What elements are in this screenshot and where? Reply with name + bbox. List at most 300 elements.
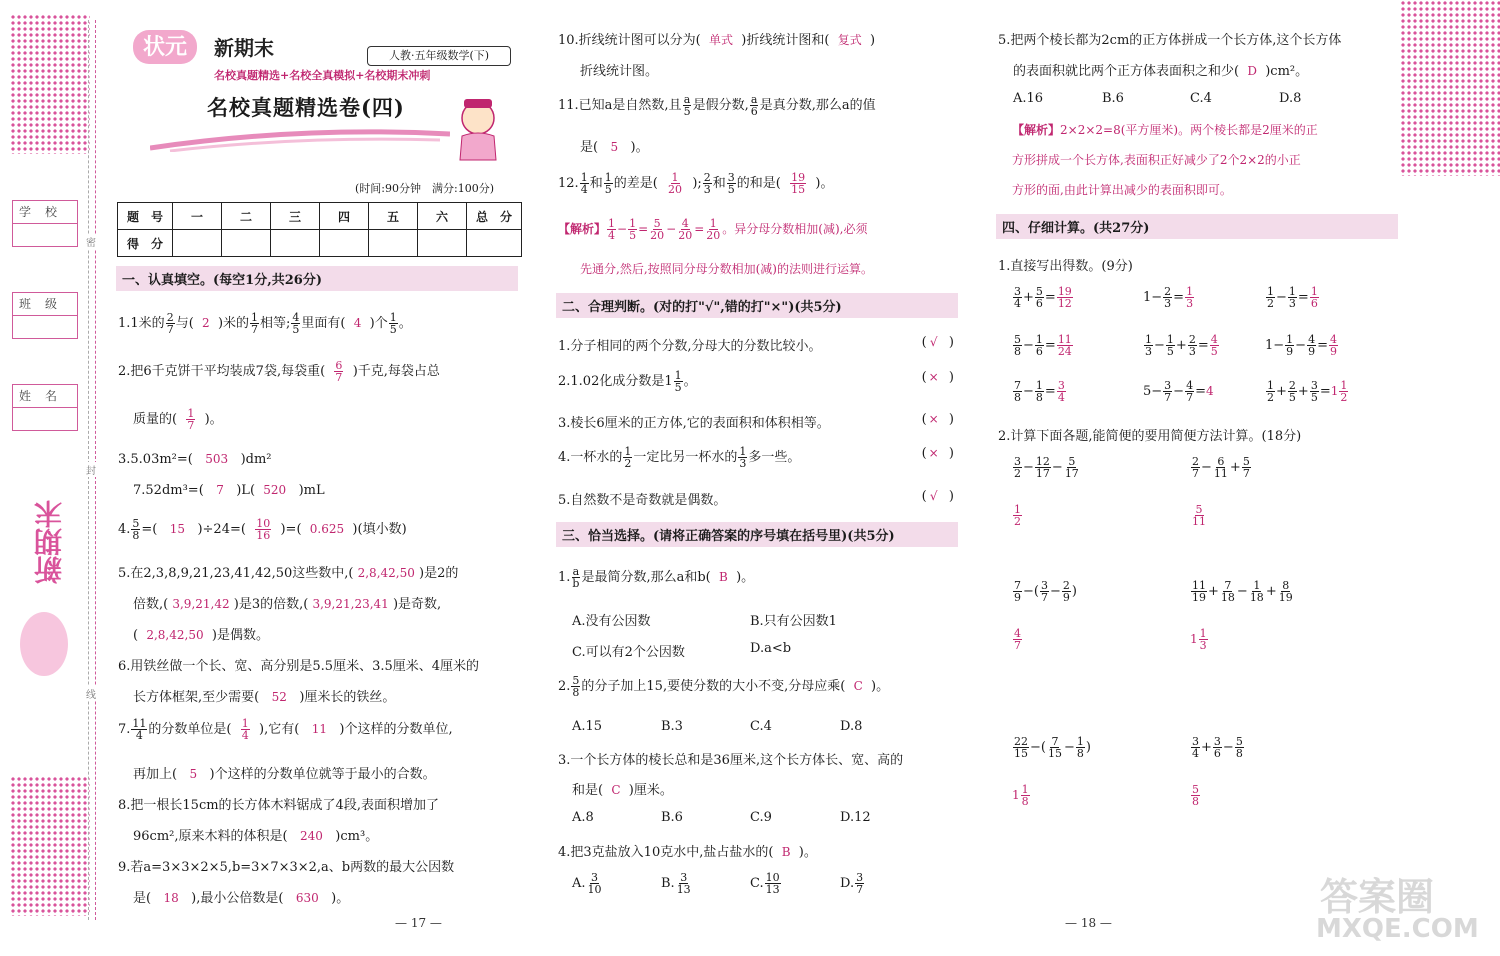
q-text: 6.用铁丝做一个长、宽、高分别是5.5厘米、3.5厘米、4厘米的 bbox=[118, 659, 480, 674]
answer: 3,9,21,42 bbox=[172, 597, 230, 611]
q-text: 质量的( bbox=[133, 412, 178, 427]
q-text: 2.1.02化成分数是1 bbox=[558, 374, 673, 389]
q-text: 5.在2,3,8,9,21,23,41,42,50这些数中,( bbox=[118, 566, 354, 581]
fraction bbox=[750, 94, 759, 117]
denominator: 7 bbox=[251, 323, 259, 336]
fraction bbox=[703, 172, 712, 195]
answer: 2 bbox=[202, 316, 210, 330]
fraction bbox=[604, 172, 613, 195]
answer: 0.625 bbox=[309, 522, 345, 536]
section-4-heading: 四、仔细计算。(共27分) bbox=[996, 214, 1398, 239]
score-table bbox=[117, 202, 522, 257]
question-2-cont bbox=[133, 408, 223, 431]
question-4 bbox=[118, 518, 407, 541]
calc-expression: $\frac{1}{2}$ + $\frac{2}{5}$ + $\frac{3}{5}$ =1 $\frac{1}{2}$ bbox=[1267, 379, 1348, 404]
judge-3: 3.棱长6厘米的正方体,它的表面积和体积相等。 ( × ) bbox=[558, 412, 954, 431]
q-text: )cm²。 bbox=[1265, 64, 1309, 79]
fraction bbox=[676, 872, 692, 895]
watermark: 答案圈 bbox=[1320, 875, 1435, 919]
q-text: )。 bbox=[204, 412, 223, 427]
fraction bbox=[607, 218, 616, 241]
note-text: 2×2×2=8(平方厘米)。两个棱长都是2厘米的正 bbox=[1060, 123, 1318, 137]
calc-expression: $\frac{1}{3}$ − $\frac{1}{5}$ + $\frac{2}{3}$ = $\frac{4}{5}$ bbox=[1145, 333, 1218, 358]
score-header-cell: 一 bbox=[173, 203, 222, 230]
calc-expression: $\frac{7}{9}$ −( $\frac{3}{7}$ − $\frac{2}{9}$ ) bbox=[1014, 579, 1077, 604]
denominator: 7 bbox=[335, 371, 343, 384]
school-box bbox=[12, 200, 78, 247]
q-text: )厘米长的铁丝。 bbox=[299, 690, 396, 705]
fraction bbox=[727, 172, 736, 195]
q-text: 10.折线统计图可以分为( bbox=[558, 33, 701, 48]
answer: 复式 bbox=[837, 33, 862, 47]
denominator: 5 bbox=[389, 323, 397, 336]
numerator: 10 bbox=[256, 517, 271, 530]
question-7-cont bbox=[133, 763, 436, 782]
q-text: 是( bbox=[580, 140, 599, 155]
question-10 bbox=[558, 29, 875, 48]
q-text: 相等; bbox=[260, 316, 291, 331]
answer: B bbox=[781, 845, 791, 859]
judge-5: 5.自然数不是奇数就是偶数。 ( √ ) bbox=[558, 489, 954, 508]
score-header-cell: 三 bbox=[271, 203, 320, 230]
q-text: )。 bbox=[871, 679, 890, 694]
q-text: 的分子加上15,要使分数的大小不变,分母应乘( bbox=[581, 679, 846, 694]
numerator: 1 bbox=[241, 717, 249, 730]
q-text: 9.若a=3×3×2×5,b=3×7×3×2,a、b两数的最大公因数 bbox=[118, 860, 455, 875]
q-text: 4. bbox=[118, 522, 131, 537]
logo: 状元 bbox=[133, 30, 197, 64]
choice-option: D.8 bbox=[1279, 91, 1302, 106]
calc-result: 1 $\frac{1}{8}$ bbox=[1012, 783, 1029, 808]
answer: 11 bbox=[311, 722, 327, 736]
denominator: 8 bbox=[572, 686, 580, 699]
calc-expression: $\frac{22}{15}$ −( $\frac{7}{15}$ − $\frac{1}{8}$ ) bbox=[1014, 735, 1091, 760]
denominator: 20 bbox=[678, 229, 693, 242]
q-text: 4.一杯水的 bbox=[558, 450, 623, 465]
calc-result: $\frac{5}{11}$ bbox=[1192, 503, 1206, 528]
q-text: 一定比另一杯水的 bbox=[633, 450, 738, 465]
fraction bbox=[389, 312, 398, 335]
question-8-cont bbox=[133, 825, 378, 844]
answer: 503 bbox=[205, 452, 229, 466]
calc-expression: $\frac{5}{8}$ − $\frac{1}{6}$ = $\frac{11}{24}$ bbox=[1014, 333, 1072, 358]
score-cell[interactable] bbox=[320, 230, 369, 257]
q-text: )。 bbox=[815, 176, 834, 191]
score-cell[interactable] bbox=[173, 230, 222, 257]
numerator: 11 bbox=[132, 717, 147, 730]
q-text: )是奇数, bbox=[392, 597, 442, 612]
c5-explanation-cont: 方形拼成一个长方体,表面积正好减少了2个2×2的小正 bbox=[1012, 153, 1301, 167]
q-text: )dm² bbox=[240, 452, 272, 467]
numerator: 1 bbox=[608, 217, 616, 230]
section-2-heading: 二、合理判断。(对的打"√",错的打"×")(共5分) bbox=[556, 293, 958, 318]
numerator: 2 bbox=[703, 171, 711, 184]
q-text: 的和是( bbox=[736, 176, 781, 191]
score-cell[interactable] bbox=[271, 230, 320, 257]
q-text: 和是( bbox=[572, 783, 604, 798]
class-field[interactable] bbox=[13, 316, 77, 338]
score-cell[interactable] bbox=[467, 230, 522, 257]
answer: B bbox=[719, 570, 728, 584]
q-text: 的分数单位是( bbox=[148, 722, 232, 737]
numerator: 1 bbox=[580, 171, 588, 184]
answer: 630 bbox=[295, 891, 319, 905]
q-text: 再加上( bbox=[133, 767, 178, 782]
calc-1-label: 1.直接写出得数。(9分) bbox=[998, 259, 1133, 274]
denominator: 7 bbox=[856, 883, 864, 896]
option-letter: A. bbox=[572, 876, 586, 891]
q-text: 折线统计图。 bbox=[580, 64, 659, 79]
answer: × bbox=[928, 446, 939, 460]
school-label: 学校 bbox=[13, 201, 77, 224]
score-row-label: 得 分 bbox=[118, 230, 173, 257]
q-text: 1. bbox=[118, 316, 131, 331]
denominator: 13 bbox=[765, 883, 780, 896]
score-cell[interactable] bbox=[369, 230, 418, 257]
numerator: 5 bbox=[653, 217, 661, 230]
numerator: 19 bbox=[791, 171, 806, 184]
note-text: 。异分母分数相加(减),必须 bbox=[722, 222, 868, 236]
choice-option: D.a<b bbox=[750, 641, 792, 656]
fraction bbox=[705, 218, 721, 241]
grade-badge: 人教·五年级数学(下) bbox=[367, 46, 511, 66]
numerator: a bbox=[572, 565, 580, 578]
name-field[interactable] bbox=[13, 408, 77, 430]
answer: √ bbox=[929, 489, 938, 503]
calc-result: 1 $\frac{1}{3}$ bbox=[1190, 627, 1207, 652]
choice-4 bbox=[558, 841, 817, 860]
denominator: 8 bbox=[132, 529, 140, 542]
answer: 240 bbox=[299, 829, 323, 843]
numerator: 1 bbox=[629, 217, 637, 230]
fraction bbox=[571, 675, 580, 698]
answer: 3,9,21,23,41 bbox=[312, 597, 389, 611]
series-name: 新期末 bbox=[214, 36, 274, 60]
q-text: ),最小公倍数是( bbox=[191, 891, 284, 906]
answer: 52 bbox=[271, 690, 287, 704]
choice-option: C.4 bbox=[1190, 91, 1212, 106]
q12-explanation: 【解析】 $\frac{1}{4}$ − $\frac{1}{5}$ = $\frac{5}{20}$ − $\frac{4}{20}$ = $\frac{1}{20}$ 。异分母分数相加(减),必须 bbox=[558, 217, 868, 242]
vertical-brand: 新期末 bbox=[33, 500, 66, 584]
question-11-cont bbox=[580, 136, 649, 155]
denominator: 4 bbox=[580, 183, 588, 196]
q-text: =( bbox=[141, 522, 158, 537]
numerator: 1 bbox=[624, 445, 632, 458]
score-header-cell: 总 分 bbox=[467, 203, 522, 230]
choice-1 bbox=[558, 566, 754, 589]
fraction bbox=[738, 446, 747, 469]
q-text: 11.已知a是自然数,且 bbox=[558, 98, 682, 113]
q-text: 多一些。 bbox=[748, 450, 801, 465]
school-field[interactable] bbox=[13, 224, 77, 246]
q-text: 和 bbox=[712, 176, 726, 191]
question-10-cont bbox=[580, 60, 658, 79]
question-9 bbox=[118, 856, 454, 875]
score-row bbox=[118, 230, 522, 257]
note-label: 【解析】 bbox=[1012, 123, 1061, 137]
choice-option: A.8 bbox=[572, 810, 594, 825]
score-header-cell: 五 bbox=[369, 203, 418, 230]
choice-option: C.可以有2个公因数 bbox=[572, 645, 685, 660]
answer: 2,8,42,50 bbox=[146, 628, 204, 642]
denominator: 2 bbox=[624, 457, 632, 470]
calc-expression: $\frac{3}{2}$ − $\frac{12}{17}$ − $\frac{5}{17}$ bbox=[1014, 455, 1079, 480]
answer: √ bbox=[929, 335, 938, 349]
choice-5-cont bbox=[1013, 60, 1308, 79]
q-text: 7.52dm³=( bbox=[133, 483, 204, 498]
question-5-cont bbox=[133, 624, 269, 643]
choice-2 bbox=[558, 675, 889, 698]
option-letter: D. bbox=[840, 876, 855, 891]
choice-option: B.6 bbox=[1102, 91, 1124, 106]
q-text: )厘米。 bbox=[628, 783, 673, 798]
numerator: 5 bbox=[572, 674, 580, 687]
q-text: )cm³。 bbox=[335, 829, 379, 844]
q-text: )mL bbox=[298, 483, 325, 498]
q-text: 1. bbox=[558, 570, 571, 585]
q-text: 2.把6千克饼干平均装成7袋,每袋重( bbox=[118, 364, 326, 379]
score-header-cell: 四 bbox=[320, 203, 369, 230]
q-text: 长方体框架,至少需要( bbox=[133, 690, 260, 705]
q-text: ) bbox=[870, 33, 876, 48]
q-text: 和 bbox=[589, 176, 603, 191]
answer: × bbox=[928, 370, 939, 384]
q-text: )米的 bbox=[217, 316, 250, 331]
choice-option: B.只有公因数1 bbox=[750, 614, 837, 629]
answer: 2,8,42,50 bbox=[357, 566, 415, 580]
answer: D bbox=[1247, 64, 1257, 78]
score-header-cell: 题 号 bbox=[118, 203, 173, 230]
q-text: )。 bbox=[331, 891, 350, 906]
question-5 bbox=[118, 562, 458, 581]
denominator: 20 bbox=[668, 183, 683, 196]
seal-mark: 线 bbox=[86, 686, 96, 701]
denominator: 15 bbox=[791, 183, 806, 196]
denominator: 7 bbox=[187, 419, 195, 432]
q-text: 1米的 bbox=[130, 316, 165, 331]
fraction bbox=[628, 218, 637, 241]
numerator: 2 bbox=[166, 311, 174, 324]
answer-fraction bbox=[667, 172, 683, 195]
choice-3: 3.一个长方体的棱长总和是36厘米,这个长方体长、宽、高的 bbox=[558, 753, 904, 768]
q-text: )是偶数。 bbox=[211, 628, 269, 643]
numerator: 3 bbox=[680, 871, 688, 884]
choice-option bbox=[750, 872, 782, 895]
watermark: MXQE.COM bbox=[1316, 914, 1479, 944]
page-number-left: — 17 — bbox=[395, 916, 442, 930]
q-text: ),它有( bbox=[259, 722, 300, 737]
class-box bbox=[12, 292, 78, 339]
q-text: )是3的倍数,( bbox=[233, 597, 309, 612]
denominator: 4 bbox=[135, 729, 143, 742]
answer: 4 bbox=[353, 316, 362, 330]
q-text: ( bbox=[133, 628, 139, 643]
answer-fraction bbox=[186, 408, 195, 431]
q-text: 的差是( bbox=[613, 176, 658, 191]
numerator: 1 bbox=[709, 217, 717, 230]
dot-pattern bbox=[10, 14, 90, 154]
question-1 bbox=[118, 312, 412, 335]
numerator: a bbox=[750, 93, 758, 106]
fraction bbox=[677, 218, 693, 241]
q-text: )千克,每袋占总 bbox=[352, 364, 440, 379]
choice-5: 5.把两个棱长都为2cm的正方体拼成一个长方体,这个长方体 bbox=[998, 33, 1342, 48]
q-text: )(填小数) bbox=[352, 522, 407, 537]
q-text: )个这样的分数单位就等于最小的合数。 bbox=[209, 767, 436, 782]
answer: C bbox=[853, 679, 863, 693]
denominator: 16 bbox=[256, 529, 271, 542]
q-text: 1.分子相同的两个分数,分母大的分数比较小。 bbox=[558, 339, 822, 354]
calc-result: $\frac{1}{2}$ bbox=[1014, 503, 1021, 528]
calc-expression: 1− $\frac{2}{3}$ = $\frac{1}{3}$ bbox=[1143, 285, 1194, 310]
calc-expression: 1− $\frac{1}{9}$ − $\frac{4}{9}$ = $\frac{4}{9}$ bbox=[1265, 333, 1337, 358]
q-text: 3.棱长6厘米的正方体,它的表面积和体积相等。 bbox=[558, 416, 830, 431]
fraction bbox=[765, 872, 781, 895]
numerator: 10 bbox=[765, 871, 780, 884]
choice-option: A.15 bbox=[572, 719, 603, 734]
dot-pattern bbox=[1400, 0, 1500, 176]
answer-fraction bbox=[241, 718, 250, 741]
denominator: b bbox=[572, 577, 580, 590]
numerator: 1 bbox=[604, 171, 612, 184]
class-label: 班级 bbox=[13, 293, 77, 316]
choice-option: B.6 bbox=[661, 810, 683, 825]
denominator: 4 bbox=[241, 729, 249, 742]
denominator: 3 bbox=[739, 457, 747, 470]
choice-3-cont bbox=[572, 779, 673, 798]
q-text: 2. bbox=[558, 679, 571, 694]
calc-expression: $\frac{3}{4}$ + $\frac{5}{6}$ = $\frac{19}{12}$ bbox=[1014, 285, 1072, 310]
name-box bbox=[12, 384, 78, 431]
q-text: )个这样的分数单位, bbox=[339, 722, 453, 737]
q-text: 。 bbox=[398, 316, 412, 331]
denominator: 7 bbox=[166, 323, 174, 336]
score-cell[interactable] bbox=[222, 230, 271, 257]
q-text: )折线统计图和( bbox=[741, 33, 830, 48]
fraction bbox=[580, 172, 589, 195]
q-text: 96cm²,原来木料的体积是( bbox=[133, 829, 288, 844]
answer: 5 bbox=[189, 767, 198, 781]
denominator: 5 bbox=[727, 183, 735, 196]
page-number-right: — 18 — bbox=[1065, 916, 1112, 930]
calc-2-label: 2.计算下面各题,能简便的要用简便方法计算。(18分) bbox=[998, 429, 1302, 444]
q-text: )。 bbox=[736, 570, 755, 585]
score-cell[interactable] bbox=[418, 230, 467, 257]
denominator: 20 bbox=[706, 229, 721, 242]
denominator: 3 bbox=[703, 183, 711, 196]
judge-1: 1.分子相同的两个分数,分母大的分数比较小。 ( √ ) bbox=[558, 335, 954, 354]
denominator: 20 bbox=[650, 229, 665, 242]
q-text: 8.把一根长15cm的长方体木料锯成了4段,表面积增加了 bbox=[118, 798, 439, 813]
q-text: 是真分数,那么a的值 bbox=[759, 98, 876, 113]
fraction bbox=[166, 312, 175, 335]
choice-option bbox=[572, 872, 604, 895]
header-swoosh bbox=[150, 128, 450, 152]
q-text: 是最简分数,那么a和b( bbox=[581, 570, 711, 585]
numerator: 3 bbox=[591, 871, 599, 884]
question-6 bbox=[118, 655, 479, 674]
q12-explanation-cont: 先通分,然后,按照同分母分数相加(减)的法则进行运算。 bbox=[580, 262, 873, 276]
q-text: 3.5.03m²=( bbox=[118, 452, 193, 467]
denominator: 5 bbox=[674, 381, 682, 394]
question-11 bbox=[558, 94, 876, 117]
mascot-icon bbox=[448, 96, 510, 162]
q-text: )是2的 bbox=[419, 566, 459, 581]
score-header-row bbox=[118, 203, 522, 230]
option-letter: C. bbox=[750, 876, 764, 891]
c5-explanation bbox=[1012, 121, 1318, 138]
q-text: 4.把3克盐放入10克水中,盐占盐水的( bbox=[558, 845, 774, 860]
slogan: 名校真题精选+名校全真模拟+名校期末冲刺 bbox=[214, 69, 431, 82]
q-text: )L( bbox=[236, 483, 256, 498]
q-text: ); bbox=[692, 176, 702, 191]
fraction bbox=[291, 312, 300, 335]
numerator: 1 bbox=[389, 311, 397, 324]
judge-2: 2.1.02化成分数是1 $\frac{1}{5}$ 。 ( × ) bbox=[558, 369, 954, 394]
calc-expression: $\frac{2}{7}$ − $\frac{6}{11}$ + $\frac{5}{7}$ bbox=[1192, 455, 1250, 480]
numerator: a bbox=[683, 93, 691, 106]
exam-meta: (时间:90分钟 满分:100分) bbox=[355, 182, 494, 195]
calc-expression: $\frac{7}{8}$ − $\frac{1}{8}$ = $\frac{3}{4}$ bbox=[1014, 379, 1065, 404]
q-text: 。 bbox=[683, 374, 697, 389]
score-header-cell: 二 bbox=[222, 203, 271, 230]
numerator: 4 bbox=[292, 311, 300, 324]
numerator: 1 bbox=[187, 407, 195, 420]
calc-expression: $\frac{1}{2}$ − $\frac{1}{3}$ = $\frac{1}{6}$ bbox=[1267, 285, 1318, 310]
answer: C bbox=[611, 783, 621, 797]
denominator: 10 bbox=[587, 883, 602, 896]
question-8 bbox=[118, 794, 439, 813]
answer: × bbox=[928, 412, 939, 426]
denominator: 4 bbox=[608, 229, 616, 242]
choice-option: C.9 bbox=[750, 810, 772, 825]
denominator: 5 bbox=[629, 229, 637, 242]
calc-expression: $\frac{11}{19}$ + $\frac{7}{18}$ − $\frac{1}{18}$ + $\frac{8}{19}$ bbox=[1192, 579, 1293, 604]
denominator: 5 bbox=[292, 323, 300, 336]
numerator: 4 bbox=[681, 217, 689, 230]
question-7 bbox=[118, 718, 453, 741]
fraction bbox=[683, 94, 692, 117]
fraction bbox=[250, 312, 259, 335]
numerator: 5 bbox=[132, 517, 140, 530]
denominator: 6 bbox=[750, 105, 758, 118]
choice-option: A.没有公因数 bbox=[572, 614, 651, 629]
answer: 15 bbox=[169, 522, 186, 536]
answer-fraction bbox=[334, 360, 343, 383]
calc-expression: 5− $\frac{3}{7}$ − $\frac{4}{7}$ =4 bbox=[1143, 379, 1214, 404]
choice-option bbox=[840, 872, 865, 895]
question-9-cont bbox=[133, 887, 349, 906]
denominator: 5 bbox=[683, 105, 691, 118]
denominator: 13 bbox=[676, 883, 691, 896]
dot-pattern bbox=[10, 776, 90, 916]
judge-4: 4.一杯水的 $\frac{1}{2}$ 一定比另一杯水的 $\frac{1}{3}$ 多一些。 ( × ) bbox=[558, 445, 954, 470]
choice-option bbox=[661, 872, 693, 895]
q-text: )=( bbox=[280, 522, 302, 537]
c5-explanation-cont: 方形的面,由此计算出减少的表面积即可。 bbox=[1012, 183, 1232, 197]
q-text: )。 bbox=[630, 140, 649, 155]
choice-option: A.16 bbox=[1013, 91, 1044, 106]
q-text: 的表面积就比两个正方体表面积之和少( bbox=[1013, 64, 1240, 79]
numerator: 6 bbox=[335, 359, 343, 372]
fraction bbox=[131, 718, 147, 741]
question-3-cont bbox=[133, 483, 325, 498]
answer-fraction bbox=[255, 518, 271, 541]
q-text: 倍数,( bbox=[133, 597, 169, 612]
answer: 7 bbox=[216, 483, 224, 497]
numerator: 1 bbox=[739, 445, 747, 458]
q-text: 是假分数, bbox=[692, 98, 749, 113]
